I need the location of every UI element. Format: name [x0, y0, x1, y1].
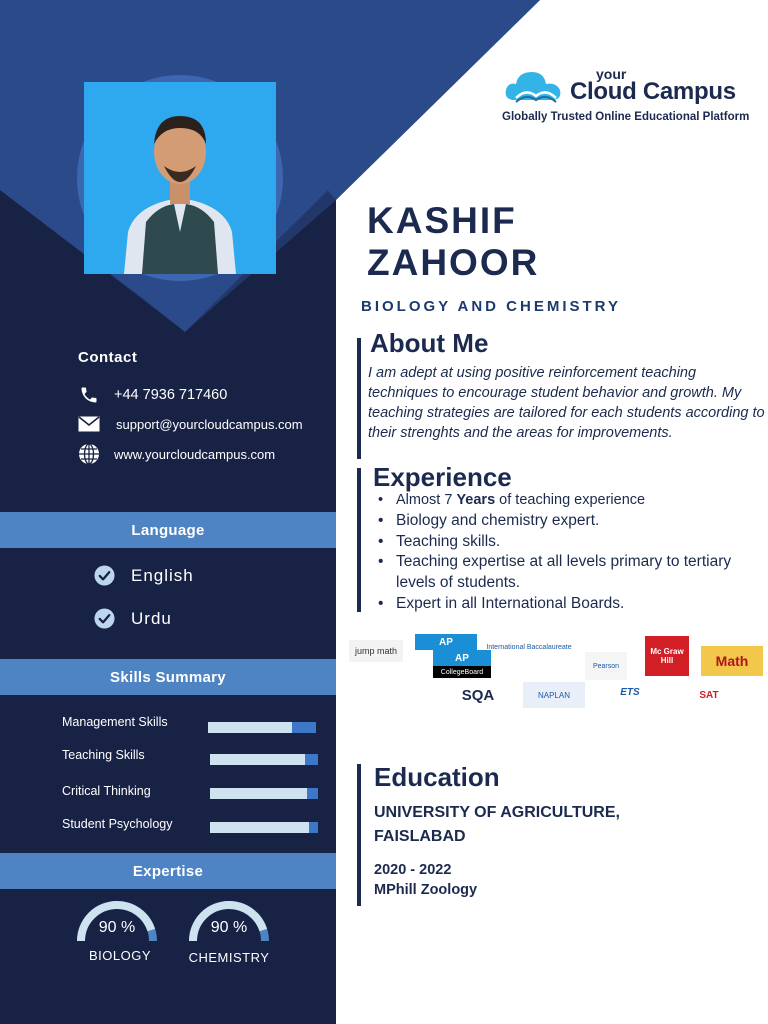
education-title: Education: [374, 762, 500, 792]
jumpmath-logo: jump math: [349, 640, 403, 662]
skill-bar: [210, 822, 318, 833]
language-item-urdu: [94, 608, 172, 629]
envelope-icon: [76, 413, 102, 435]
language-label: Urdu: [131, 608, 172, 628]
phone-icon: [76, 384, 102, 406]
pearson-logo: Pearson: [585, 652, 627, 680]
brand-small-text: your: [596, 66, 627, 82]
contact-email: [76, 413, 303, 435]
skill-label: Teaching Skills: [62, 748, 145, 762]
skill-bar-fill: [210, 754, 305, 765]
about-text: I am adept at using positive reinforcement teaching techniques to encourage student behavior and growth. My teaching strategies are tailored for each students according to their strenghts and the areas for improvements.: [368, 365, 765, 441]
collegeboard-logo: CollegeBoard: [433, 666, 491, 678]
list-item: • Biology and chemistry expert.: [376, 511, 756, 532]
contact-title: Contact: [78, 349, 138, 366]
expertise-title: Expertise: [0, 853, 336, 889]
check-circle-icon: [94, 565, 115, 586]
skill-bar-fill: [208, 722, 292, 733]
skill-label: Critical Thinking: [62, 784, 151, 798]
sat-logo: SAT: [679, 682, 739, 708]
education-years: [374, 860, 477, 900]
gauge-label: BIOLOGY: [88, 948, 152, 963]
contact-phone: [76, 384, 227, 406]
list-item: • Teaching expertise at all levels primary to tertiary levels of students.: [376, 552, 756, 594]
first-name: KASHIF: [367, 200, 517, 241]
list-item: • Teaching skills.: [376, 532, 756, 553]
skill-label: Student Psychology: [62, 817, 173, 831]
check-circle-icon: [94, 608, 115, 629]
skill-bar: [210, 754, 318, 765]
sqa-logo: SQA: [445, 684, 511, 706]
profile-photo: [84, 82, 276, 274]
education-university: UNIVERSITY OF AGRICULTURE, FAISLABAD: [374, 804, 620, 845]
ap-logo-2: AP: [433, 650, 491, 666]
experience-title: Experience: [373, 462, 512, 492]
gauge-value: 90 %: [98, 919, 136, 936]
list-item: • Almost 7 Years of teaching experience: [376, 490, 756, 511]
education-degree: MPhill Zoology: [374, 882, 478, 898]
language-label: English: [131, 565, 194, 585]
skill-bar: [208, 722, 316, 733]
subject-title: BIOLOGY AND CHEMISTRY: [361, 298, 621, 315]
naplan-logo: NAPLAN: [523, 682, 585, 708]
ap-logo: AP: [415, 634, 477, 650]
ets-logo: ETS: [613, 682, 647, 702]
profile-photo-frame: [77, 75, 283, 281]
section-rule: [357, 338, 361, 459]
mcgrawhill-logo: Mc Graw Hill: [645, 636, 689, 676]
language-title: Language: [0, 512, 336, 548]
math-book-logo: Math: [701, 646, 763, 676]
ib-logo: International Baccalaureate: [491, 638, 567, 656]
brand-tagline: Globally Trusted Online Educational Platform: [502, 111, 750, 123]
board-logos: [345, 632, 768, 714]
gauge-label: CHEMISTRY: [188, 950, 270, 965]
language-item-english: [94, 565, 194, 586]
email-address: support@yourcloudcampus.com: [116, 416, 303, 432]
education-year-range: 2020 - 2022: [374, 862, 452, 878]
skill-bar-fill: [210, 822, 309, 833]
section-rule: [357, 468, 361, 612]
contact-website: [76, 443, 275, 465]
experience-list: [376, 490, 756, 615]
section-rule: [357, 764, 361, 906]
gauge-value: 90 %: [210, 919, 248, 936]
list-item: • Expert in all International Boards.: [376, 594, 756, 615]
brand-logo: [502, 62, 762, 128]
person-portrait-icon: [84, 82, 276, 274]
last-name: ZAHOOR: [367, 242, 540, 283]
globe-icon: [76, 443, 102, 465]
phone-number: +44 7936 717460: [114, 387, 228, 403]
about-title: About Me: [370, 328, 489, 358]
skill-bar: [210, 788, 318, 799]
skill-label: Management Skills: [62, 715, 168, 729]
skills-title: Skills Summary: [0, 659, 336, 695]
website-url: www.yourcloudcampus.com: [114, 446, 276, 462]
skill-bar-fill: [210, 788, 307, 799]
brand-name: Cloud Campus: [570, 78, 736, 105]
cloud-book-icon: [502, 62, 568, 106]
